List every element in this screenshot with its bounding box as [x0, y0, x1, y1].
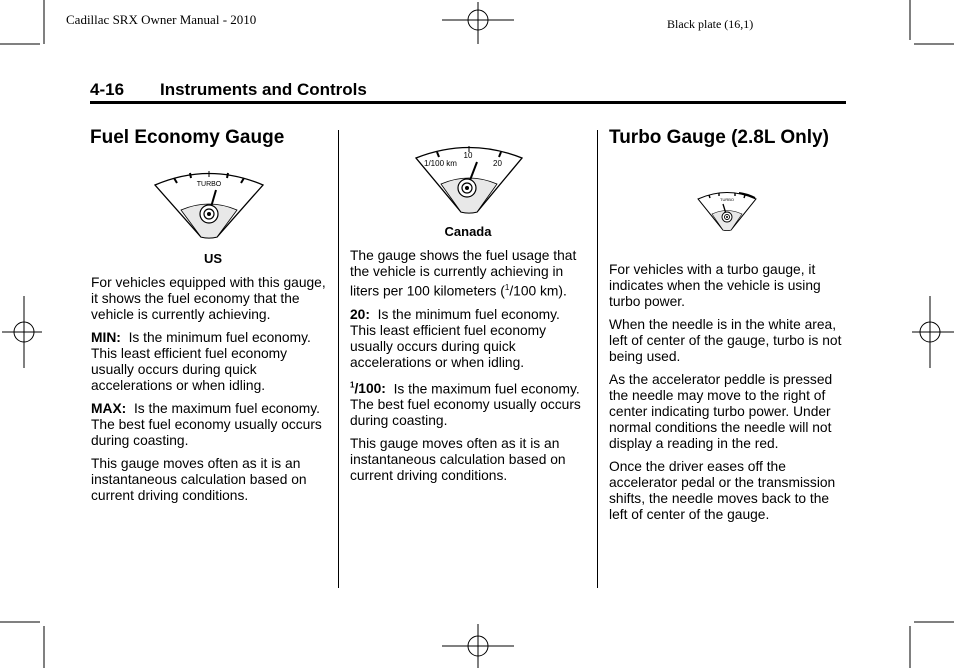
gauge-canada-caption: Canada	[444, 224, 492, 239]
section-heading	[90, 80, 367, 100]
turbo-p3: As the accelerator peddle is pressed the needle may move to the right of center indicating turbo power. Under normal conditions the needle will not display a reading in the red.	[609, 372, 833, 451]
turbo-p1: For vehicles with a turbo gauge, it indicates when the vehicle is using turbo power.	[609, 262, 821, 309]
registration-mark-right	[906, 296, 954, 368]
turbo-gauge-label: TURBO	[720, 197, 734, 202]
gauge-us-caption: US	[203, 251, 223, 266]
gauge-canada-left-label: 1/100 km	[424, 159, 457, 168]
section-number: 4-16	[90, 80, 125, 99]
crop-mark-bottom-left	[0, 618, 50, 668]
fuel-economy-intro: For vehicles equipped with this gauge, it shows the fuel economy that the vehicle is currently achieving.	[91, 275, 326, 322]
max-text: Is the maximum fuel economy. The best fuel economy usually occurs during coasting.	[91, 401, 322, 448]
hundred-paragraph	[350, 378, 586, 430]
hundred-term-sup: 1	[350, 380, 355, 390]
registration-mark-bottom	[442, 620, 514, 668]
min-text: Is the minimum fuel economy. This least efficient fuel economy usually occurs during quick accelerations or when idling.	[91, 330, 311, 393]
registration-mark-left	[0, 296, 48, 368]
max-paragraph	[91, 401, 331, 449]
canada-moves: This gauge moves often as it is an instantaneous calculation based on current driving conditions.	[350, 436, 566, 484]
left-column-text	[91, 275, 331, 511]
canada-intro-sup: 1	[504, 283, 510, 292]
twenty-paragraph	[350, 307, 586, 371]
turbo-gauge-illustration	[697, 190, 757, 232]
fuel-economy-gauge-canada-illustration	[415, 143, 523, 215]
section-title: Instruments and Controls	[160, 80, 367, 99]
right-column-text	[609, 262, 845, 530]
turbo-p4: Once the driver eases off the accelerator pedal or the transmission shifts, the needle moves back to the left of center of the gauge.	[609, 459, 836, 522]
turbo-p2: When the needle is in the white area, left of center of the gauge, turbo is not being used.	[609, 317, 842, 364]
fuel-economy-heading: Fuel Economy Gauge	[90, 127, 285, 148]
fuel-economy-moves: This gauge moves often as it is an instantaneous calculation based on current driving conditions.	[91, 456, 307, 503]
max-term: MAX:	[91, 401, 127, 416]
twenty-text: Is the minimum fuel economy. This least efficient fuel economy usually occurs during quick accelerations or when idling.	[350, 306, 560, 370]
column-divider-1	[338, 130, 339, 588]
twenty-term: 20:	[350, 306, 370, 322]
crop-mark-top-left	[0, 0, 50, 50]
min-term: MIN:	[91, 330, 121, 345]
hundred-text: Is the maximum fuel economy. The best fuel economy usually occurs during coasting.	[350, 381, 581, 429]
hundred-term: /100:	[354, 381, 386, 397]
section-rule	[90, 101, 846, 104]
fuel-economy-gauge-us-illustration	[154, 168, 264, 240]
header-left: Cadillac SRX Owner Manual - 2010	[66, 12, 257, 27]
crop-mark-top-right	[904, 0, 954, 50]
canada-intro	[350, 248, 586, 300]
canada-intro-pre: The gauge shows the fuel usage that the vehicle is currently achieving in liters per 100 kilometers (	[350, 248, 577, 299]
canada-intro-post: /100 km).	[509, 283, 567, 299]
gauge-us-label: TURBO	[196, 181, 222, 188]
column-divider-2	[597, 130, 598, 588]
registration-mark-top	[442, 0, 514, 48]
min-paragraph	[91, 330, 331, 394]
gauge-canada-right-label: 20	[493, 159, 502, 168]
header-right: Black plate (16,1)	[667, 17, 754, 31]
middle-column-text	[350, 248, 586, 491]
turbo-gauge-heading: Turbo Gauge (2.8L Only)	[609, 127, 829, 148]
crop-mark-bottom-right	[904, 618, 954, 668]
gauge-canada-top-label: 10	[463, 151, 473, 160]
